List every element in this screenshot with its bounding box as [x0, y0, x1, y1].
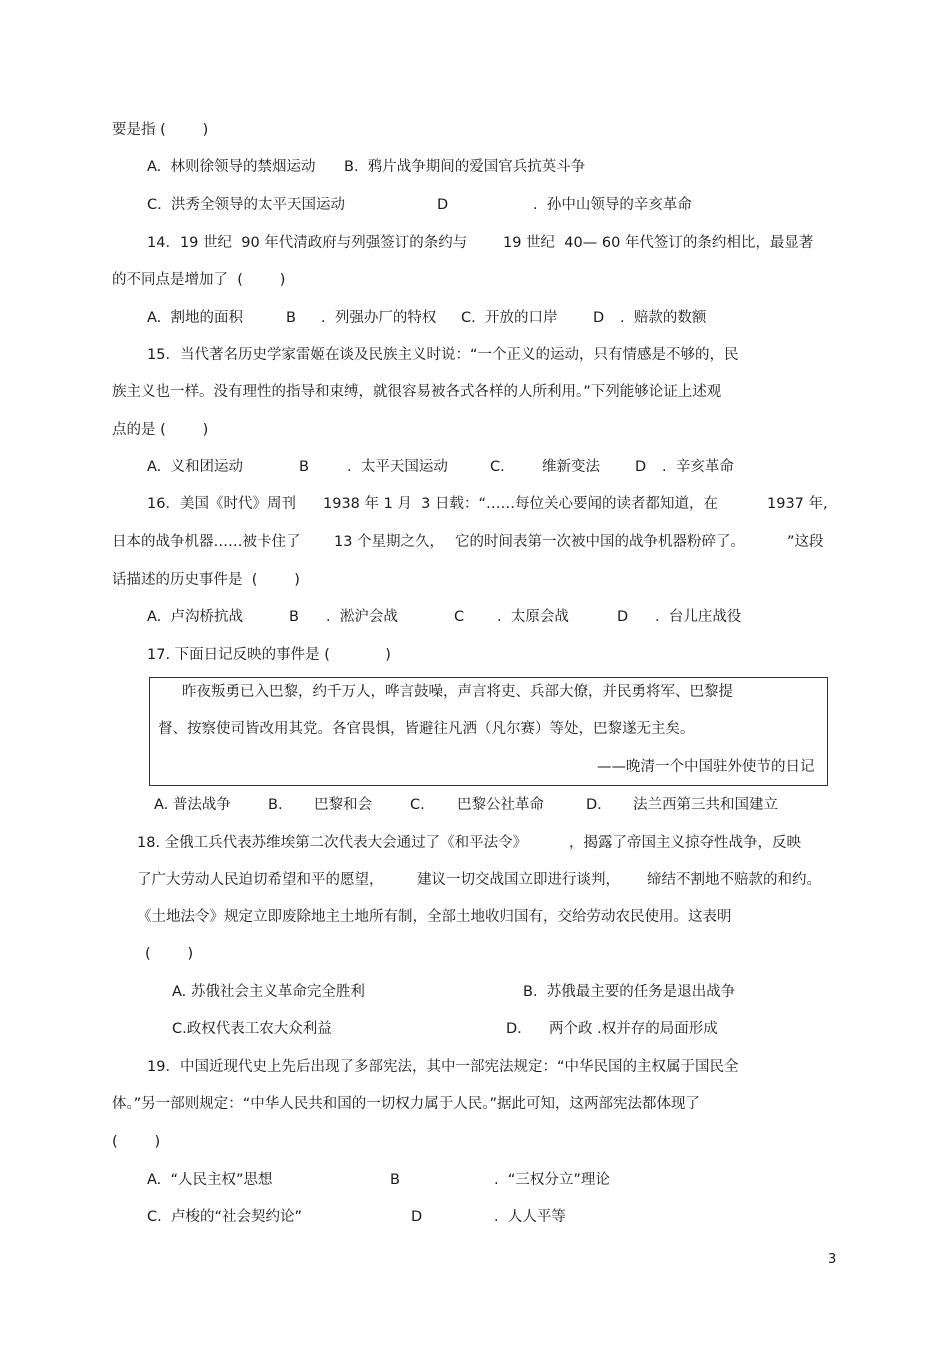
text-segment: C. 卢梭的“社会契约论” [147, 1209, 302, 1225]
text-segment: ( ) [112, 1134, 161, 1150]
text-segment: 昨夜叛勇已入巴黎，约千万人，哗言鼓噪，声言将吏、兵部大僚，并民勇将军、巴黎提 [182, 684, 733, 700]
text-segment: ( ) [145, 946, 194, 962]
text-segment: 《土地法令》规定立即废除地主土地所有制，全部土地收归国有，交给劳动农民使用。这表明 [137, 909, 732, 925]
text-segment: C.政权代表工农大众利益 [172, 1021, 332, 1037]
text-segment: 族主义也一样。没有理性的指导和束缚，就很容易被各式各样的人所利用。”下列能够论证上述观 [112, 384, 722, 400]
text-segment: D [437, 197, 449, 213]
text-segment: B [289, 609, 299, 625]
text-segment: . 辛亥革命 [662, 459, 734, 475]
text-segment: . 淞沪会战 [326, 609, 398, 625]
text-segment: D. [586, 797, 602, 813]
text-segment: C [454, 609, 465, 625]
text-segment: 两个政 .权并存的局面形成 [549, 1021, 718, 1037]
text-segment: 点的是 ( ) [112, 422, 209, 438]
text-segment: 巴黎公社革命 [457, 797, 544, 813]
text-segment: 维新变法 [542, 459, 600, 475]
text-segment: ”这段 [787, 534, 824, 550]
text-segment: A. 割地的面积 [147, 310, 243, 326]
text-segment: 19 世纪 40— 60 年代签订的条约相比，最显著 [503, 235, 814, 251]
text-segment: A. 林则徐领导的禁烟运动 [147, 159, 316, 175]
text-segment: A. 苏俄社会主义革命完全胜利 [172, 984, 365, 1000]
text-segment: 了广大劳动人民迫切希望和平的愿望， [137, 872, 384, 888]
text-segment: C. 开放的口岸 [461, 310, 558, 326]
text-segment: C. [490, 459, 505, 475]
text-segment: . 台儿庄战役 [655, 609, 742, 625]
text-segment: D [593, 310, 605, 326]
text-segment: 1937 年, [767, 496, 828, 512]
text-segment: A. 义和团运动 [147, 459, 243, 475]
text-segment: 缔结不割地不赔款的和约。 [647, 872, 821, 888]
text-segment: 话描述的历史事件是 ( ) [112, 572, 300, 588]
text-segment: B. 苏俄最主要的任务是退出战争 [523, 984, 736, 1000]
text-segment: C. 洪秀全领导的太平天国运动 [147, 197, 345, 213]
text-segment: 14．19 世纪 90 年代清政府与列强签订的条约与 [147, 235, 468, 251]
text-segment: 日本的战争机器……被卡住了 [112, 534, 301, 550]
text-segment: . 人人平等 [494, 1209, 566, 1225]
text-segment: 建议一切交战国立即进行谈判， [417, 872, 620, 888]
text-segment: B [299, 459, 309, 475]
text-segment: ，揭露了帝国主义掠夺性战争，反映 [569, 835, 801, 851]
text-segment: 巴黎和会 [314, 797, 372, 813]
text-segment: 要是指 ( ) [112, 122, 209, 138]
text-segment: 督、按察使司皆改用其党。各官畏惧，皆避往凡洒（凡尔赛）等处，巴黎遂无主矣。 [158, 721, 695, 737]
text-segment: B. [268, 797, 283, 813]
text-segment: 17. 下面日记反映的事件是 ( ) [147, 647, 391, 663]
text-segment: C. [410, 797, 425, 813]
text-segment: A. “人民主权”思想 [147, 1172, 273, 1188]
text-segment: 19．中国近现代史上先后出现了多部宪法，其中一部宪法规定：“中华民国的主权属于国民全 [147, 1059, 739, 1075]
text-segment: . 孙中山领导的辛亥革命 [533, 197, 692, 213]
text-segment: 1938 年 1 月 3 日载：“……每位关心要闻的读者都知道，在 [323, 496, 719, 512]
text-segment: B. 鸦片战争期间的爱国官兵抗英斗争 [344, 159, 586, 175]
text-segment: D [411, 1209, 423, 1225]
text-segment: . 赔款的数额 [620, 310, 707, 326]
text-segment: A. 普法战争 [154, 797, 231, 813]
text-segment: . 太原会战 [497, 609, 569, 625]
text-segment: 它的时间表第一次被中国的战争机器粉碎了。 [455, 534, 745, 550]
page-number: 3 [828, 1252, 837, 1267]
text-segment: D [617, 609, 629, 625]
text-segment: D [635, 459, 647, 475]
text-segment: A. 卢沟桥抗战 [147, 609, 243, 625]
text-segment: 的不同点是增加了 ( ) [112, 272, 286, 288]
text-segment: ——晚清一个中国驻外使节的日记 [597, 759, 815, 775]
text-segment: 18. 全俄工兵代表苏维埃第二次代表大会通过了《和平法令》 [137, 835, 528, 851]
text-segment: . 列强办厂的特权 [321, 310, 437, 326]
text-segment: B [390, 1172, 400, 1188]
text-segment: 13 个星期之久， [334, 534, 445, 550]
text-segment: 15．当代著名历史学家雷姬在谈及民族主义时说：“一个正义的运动，只有情感是不够的，民 [147, 347, 739, 363]
text-segment: D. [506, 1021, 522, 1037]
text-segment: 法兰西第三共和国建立 [633, 797, 778, 813]
text-segment: 16．美国《时代》周刊 [147, 496, 296, 512]
text-segment: 体。”另一部则规定：“中华人民共和国的一切权力属于人民。”据此可知，这两部宪法都体现了 [112, 1096, 701, 1112]
text-segment: . 太平天国运动 [347, 459, 448, 475]
text-segment: . “三权分立”理论 [494, 1172, 610, 1188]
text-segment: B [286, 310, 296, 326]
